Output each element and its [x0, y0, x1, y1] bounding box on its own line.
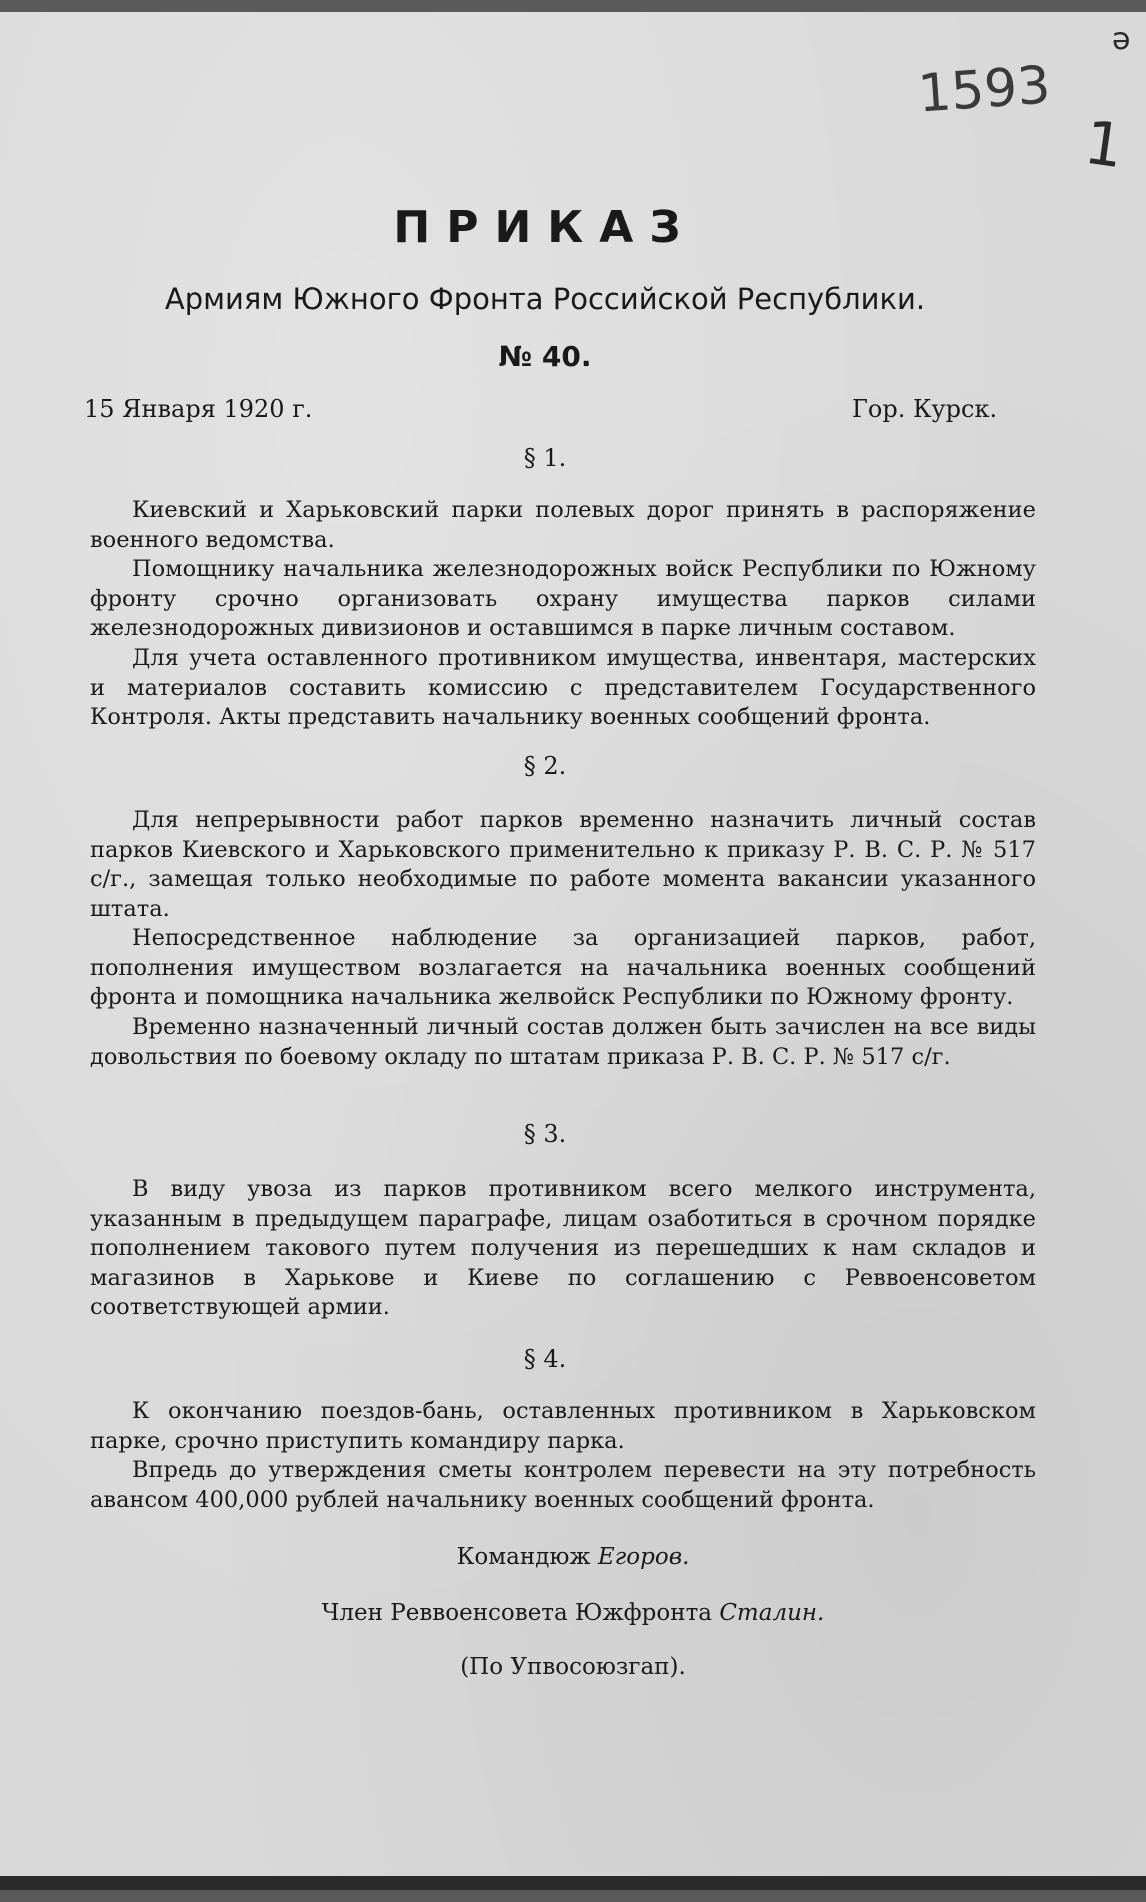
order-title: ПРИКАЗ: [393, 202, 697, 253]
page-bottom-edge: [0, 1876, 1146, 1890]
document-page: [0, 12, 1146, 1890]
section-4-paragraph-1: К окончанию поездов-бань, оставленных противником в Харьковском парке, срочно приступить командиру парка.: [90, 1398, 1036, 1454]
signature-council-member: [0, 1600, 1146, 1626]
signature-attribution: (По Упвосоюзгап).: [460, 1654, 686, 1680]
order-city: Гор. Курск.: [852, 395, 998, 423]
section-1-paragraph-3: Для учета оставленного противником имущества, инвентаря, мастерских и материалов составить комиссию с представителем Государственного Контроля. Акты представить начальнику военных сообщений фронта.: [90, 645, 1036, 730]
signature-commander: [0, 1544, 1146, 1570]
section-4-mark: § 4.: [523, 1345, 567, 1373]
signature-commander-role: Командюж: [456, 1544, 591, 1570]
section-2-mark: § 2.: [523, 752, 567, 780]
section-3-paragraph-1: В виду увоза из парков противником всего мелкого инструмента, указанным в предыдущем параграфе, лицам озаботиться в срочном порядке пополнением такового путем получения из перешедших к нам складов и магазинов в Харькове и Киеве по соглашению с Реввоенсоветом соответствующей армии.: [90, 1176, 1036, 1320]
signature-council-member-role: Член Реввоенсовета Южфронта: [321, 1600, 713, 1626]
signature-commander-name: Егоров.: [597, 1544, 690, 1570]
order-subtitle: Армиям Южного Фронта Российской Республики.: [164, 282, 926, 316]
section-2-paragraph-2: Непосредственное наблюдение за организацией парков, работ, пополнения имуществом возлагается на начальника военных сообщений фронта и помощника начальника желвойск Республики по Южному фронту.: [90, 925, 1036, 1010]
section-2-paragraph-1: Для непрерывности работ парков временно назначить личный состав парков Киевского и Харьковского применительно к приказу Р. В. С. Р. № 517 с/г., замещая только необходимые по работе момента вакансии указанного штата.: [90, 807, 1036, 922]
section-3-mark: § 3.: [523, 1120, 567, 1148]
section-1-paragraph-2: Помощнику начальника железнодорожных войск Республики по Южному фронту срочно организовать охрану имущества парков силами железнодорожных дивизионов и оставшимся в парке личным составом.: [90, 556, 1036, 641]
order-date: 15 Января 1920 г.: [84, 395, 313, 423]
handwritten-archive-number: 1593: [916, 55, 1053, 125]
handwritten-corner-mark: ə: [1112, 22, 1131, 57]
order-number: № 40.: [498, 340, 592, 373]
section-2-paragraph-3: Временно назначенный личный состав должен быть зачислен на все виды довольствия по боевому окладу по штатам приказа Р. В. С. Р. № 517 с/г.: [90, 1014, 1036, 1070]
section-4-paragraph-2: Впредь до утверждения сметы контролем перевести на эту потребность авансом 400,000 рублей начальнику военных сообщений фронта.: [90, 1457, 1036, 1513]
section-1-paragraph-1: Киевский и Харьковский парки полевых дорог принять в распоряжение военного ведомства.: [90, 497, 1036, 553]
handwritten-page-number: 1: [1080, 107, 1128, 183]
section-1-mark: § 1.: [523, 444, 567, 472]
signature-council-member-name: Сталин.: [719, 1600, 825, 1626]
